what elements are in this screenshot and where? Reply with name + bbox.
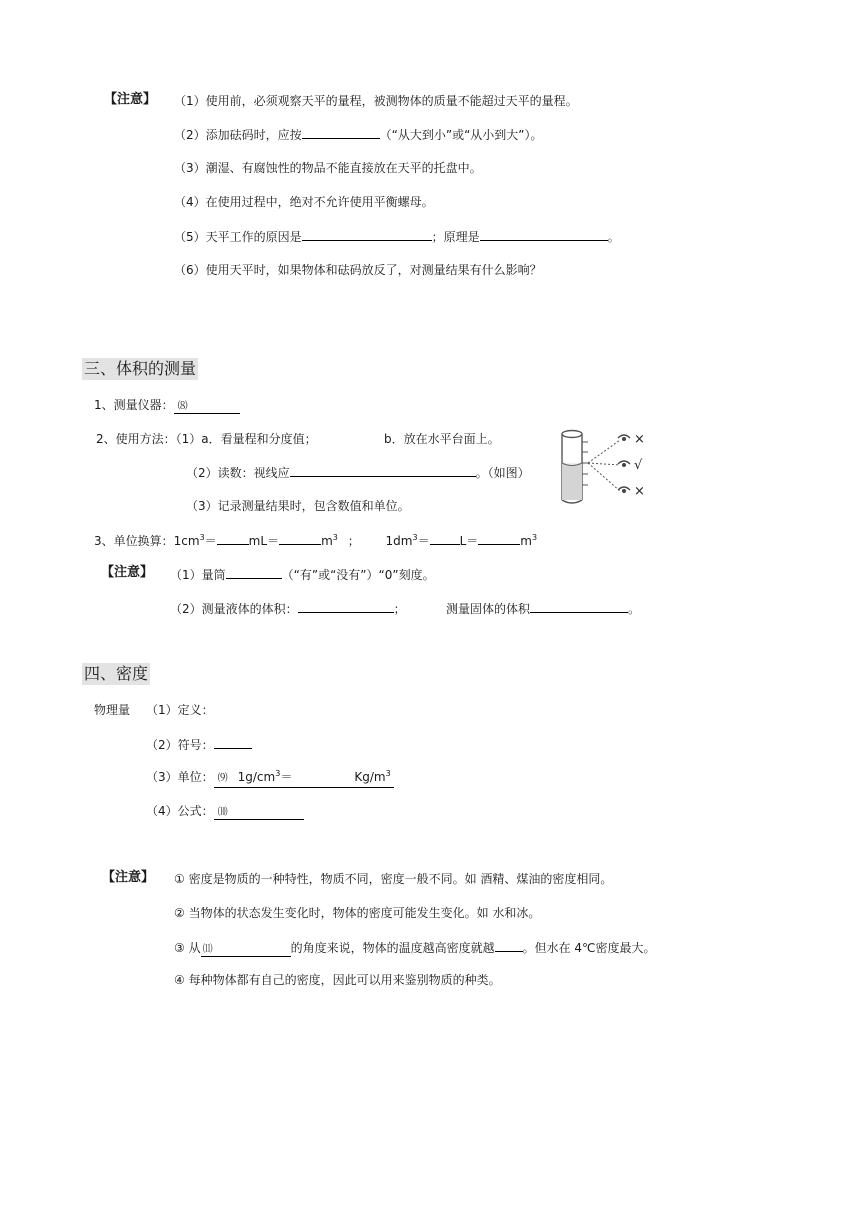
answer-blank[interactable] <box>217 532 249 545</box>
sup-3: 3 <box>412 533 418 542</box>
unit-eq: ＝ <box>280 770 293 784</box>
mark-correct: √ <box>634 458 643 473</box>
unit-separator: ； <box>347 534 360 548</box>
answer-blank[interactable] <box>279 532 321 545</box>
density-note-2: ② 当物体的状态发生变化时，物体的密度可能发生变化。如 水和冰。 <box>174 906 541 920</box>
mark-wrong-top: × <box>634 432 645 447</box>
mark-wrong-bottom: × <box>634 484 645 499</box>
density-quantity-label: 物理量 <box>94 703 131 717</box>
density-unit-line <box>146 769 394 788</box>
sup-3: 3 <box>531 533 538 542</box>
unit-m3: m <box>321 534 333 548</box>
density-note-4: ④ 每种物体都有自己的密度，因此可以用来鉴别物质的种类。 <box>174 973 501 987</box>
section-title-density: 四、密度 <box>84 664 149 683</box>
answer-blank[interactable] <box>302 126 380 139</box>
answer-blank[interactable] <box>298 600 394 613</box>
balance-note-2 <box>174 126 543 143</box>
volume-note-2-end: 。 <box>628 602 641 616</box>
method-line-1 <box>96 431 317 447</box>
method-label: 2、使用方法： <box>96 432 176 446</box>
volume-note-1-post: （“有”或“没有”）“0”刻度。 <box>281 568 435 582</box>
density-note-3-mid: 的角度来说，物体的温度越高密度就越 <box>290 941 495 955</box>
method-line-2 <box>186 464 530 481</box>
density-note-3 <box>174 939 656 957</box>
density-unit-label: （3）单位： <box>146 770 214 784</box>
density-note-3-post: 。但水在 4℃密度最大。 <box>522 941 656 955</box>
unit-ml: mL＝ <box>248 534 280 548</box>
answer-blank[interactable] <box>290 464 476 477</box>
balance-note-5 <box>174 228 620 245</box>
density-note-3-text: ③ 从 <box>174 941 201 955</box>
volume-note-1 <box>170 566 435 583</box>
answer-blank[interactable]: ⑾ <box>201 943 291 957</box>
balance-note-2-text: （2）添加砝码时，应按 <box>174 128 302 142</box>
instrument-label: 1、测量仪器： <box>94 398 174 412</box>
method-2-post: 。（如图） <box>475 466 530 480</box>
method-b: b．放在水平台面上。 <box>384 432 500 446</box>
blank-number: ⑼ <box>217 773 228 784</box>
balance-note-3: （3）潮湿、有腐蚀性的物品不能直接放在天平的托盘中。 <box>174 161 482 175</box>
note-label: 【注意】 <box>104 92 157 107</box>
density-note-1: ① 密度是物质的一种特性，物质不同，密度一般不同。如 酒精、煤油的密度相同。 <box>174 872 613 886</box>
graduated-cylinder-figure <box>558 428 654 508</box>
unit-l: L＝ <box>459 534 479 548</box>
volume-note-2 <box>170 600 406 617</box>
balance-note-6: （6）使用天平时，如果物体和砝码放反了，对测量结果有什么影响？ <box>174 263 542 277</box>
answer-blank[interactable]: ⑽ <box>214 806 304 820</box>
answer-blank[interactable] <box>495 939 523 952</box>
balance-note-2-options: （“从大到小”或“从小到大”）。 <box>379 128 543 142</box>
sup-3: 3 <box>199 533 205 542</box>
graduated-cylinder-icon <box>562 431 588 504</box>
volume-note-2-text: （2）测量液体的体积： <box>170 602 298 616</box>
answer-blank[interactable] <box>214 736 252 749</box>
eye-icon-top <box>618 435 630 441</box>
answer-blank[interactable] <box>478 532 520 545</box>
unit-kg-m3: Kg/m <box>354 770 386 784</box>
density-formula-line <box>146 803 304 820</box>
unit-conversion-line <box>94 532 537 549</box>
sup-3: 3 <box>275 769 281 778</box>
volume-note-1-text: （1）量筒 <box>170 568 226 582</box>
balance-note-1: （1）使用前，必须观察天平的量程，被测物体的质量不能超过天平的量程。 <box>174 94 578 108</box>
unit-m3: m <box>520 534 532 548</box>
method-line-3: （3）记录测量结果时，包含数值和单位。 <box>186 499 410 513</box>
balance-note-5-text: （5）天平工作的原因是 <box>174 230 302 244</box>
answer-blank[interactable] <box>214 769 394 788</box>
answer-blank[interactable] <box>530 600 628 613</box>
answer-blank[interactable] <box>226 566 282 579</box>
answer-blank[interactable] <box>480 228 608 241</box>
density-symbol: （2）符号： <box>146 738 214 752</box>
balance-note-5-end: 。 <box>607 230 620 244</box>
sup-3: 3 <box>332 533 338 542</box>
unit-dm3: 1dm <box>385 534 413 548</box>
unit-g-cm3: 1g/cm <box>237 770 276 784</box>
density-formula-label: （4）公式： <box>146 804 214 818</box>
unit-eq: ＝ <box>204 534 217 548</box>
volume-note-2-mid: ； <box>393 602 406 616</box>
note-label: 【注意】 <box>102 870 155 885</box>
method-a: （1）a．看量程和分度值； <box>175 432 317 446</box>
sup-3: 3 <box>385 769 391 778</box>
method-2-text: （2）读数：视线应 <box>186 466 290 480</box>
balance-note-5-mid: ；原理是 <box>431 230 480 244</box>
answer-blank[interactable] <box>430 532 460 545</box>
eye-icon-middle <box>618 461 630 467</box>
section-title-volume: 三、体积的测量 <box>84 359 197 378</box>
balance-note-4: （4）在使用过程中，绝对不允许使用平衡螺母。 <box>174 195 434 209</box>
unit-cm3: 1cm <box>173 534 200 548</box>
answer-blank[interactable] <box>302 228 432 241</box>
unit-label: 3、单位换算： <box>94 534 174 548</box>
unit-eq: ＝ <box>417 534 430 548</box>
density-definition: （1）定义： <box>146 703 214 717</box>
volume-note-2-solid <box>446 600 640 617</box>
density-symbol-line <box>146 736 252 753</box>
eye-icon-bottom <box>618 487 630 493</box>
answer-blank[interactable]: ⑻ <box>174 400 240 414</box>
note-label: 【注意】 <box>101 565 154 580</box>
volume-note-2-solid-text: 测量固体的体积 <box>446 602 531 616</box>
instrument-line <box>94 397 240 414</box>
